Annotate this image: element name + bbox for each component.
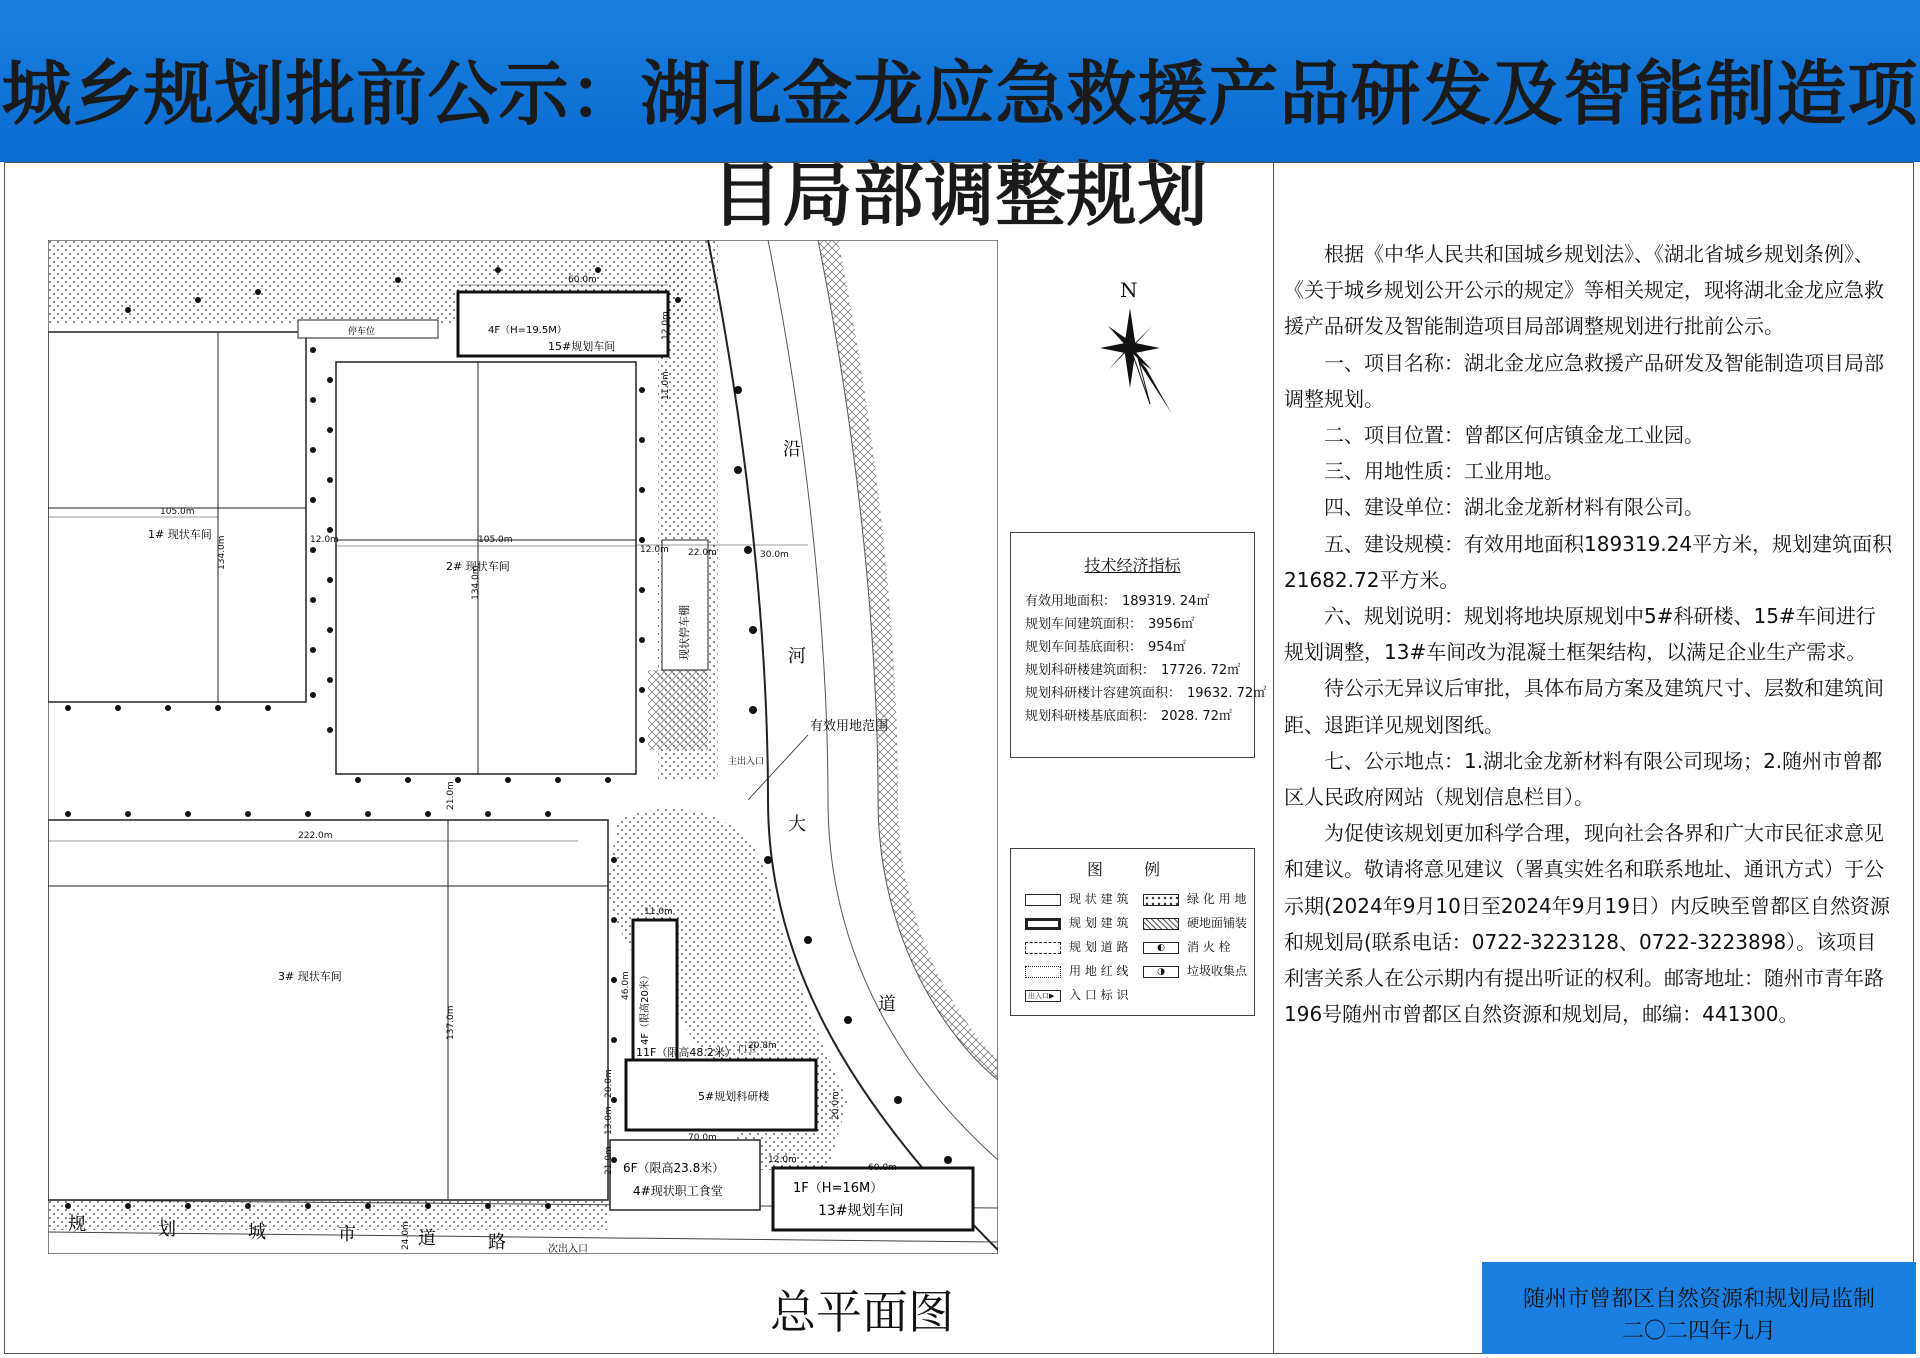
notice-paragraph: 待公示无异议后审批，具体布局方案及建筑尺寸、层数和建筑间距、退距详见规划图纸。 [1284,676,1884,737]
svg-text:24.0m: 24.0m [401,1221,411,1250]
svg-text:12.0m: 12.0m [661,311,671,340]
svg-text:60.0m: 60.0m [868,1163,897,1173]
road-label-he: 河 [788,646,806,667]
svg-text:137.0m: 137.0m [446,1005,456,1040]
notice-paragraph: 六、规划说明：规划将地块原规划中5#科研楼、15#车间进行规划调整，13#车间改为混凝土框架结构，以满足企业生产需求。 [1284,604,1876,665]
page-title: 城乡规划批前公示：湖北金龙应急救援产品研发及智能制造项目局部调整规划 [1,53,1919,236]
notice-paragraph: 三、用地性质：工业用地。 [1324,459,1564,484]
legend-item: 现 状 建 筑 [1025,889,1128,909]
parking-small-label: 停车位 [348,327,376,337]
svg-text:105.0m: 105.0m [478,535,513,545]
parking-shed-label: 现状停车棚 [678,605,691,660]
parking-hatch [648,670,708,750]
legend-item: ◐ 消 火 栓 [1143,937,1231,957]
main-gate-label: 主出入口 [728,757,765,767]
map-legend [1010,848,1255,1016]
svg-text:道: 道 [418,1228,436,1249]
building-3 [48,820,608,1200]
legend-item: 硬地面铺装 [1143,913,1247,933]
building-5-wing-label: 4F（限高20米） [640,970,651,1045]
svg-text:12.0m: 12.0m [768,1155,797,1165]
legend-item: 出入口▶ 入 口 标 识 [1025,985,1128,1005]
svg-text:134.0m: 134.0m [217,535,227,570]
compass-north-label: N [1120,278,1138,302]
building-5-label: 5#规划科研楼 [698,1090,770,1103]
svg-text:市: 市 [338,1224,356,1245]
svg-text:路: 路 [488,1232,506,1253]
building-3-label: 3# 现状车间 [278,970,342,983]
indicator-row: 有效用地面积： 189319. 24㎡ [1025,594,1210,609]
footer-box [1482,1262,1916,1354]
svg-text:105.0m: 105.0m [160,507,195,517]
legend-item: 用 地 红 线 [1025,961,1128,981]
fire-hydrant-icon: ◐ [1143,942,1179,954]
sub-gate-label: 次出入口 [548,1244,588,1254]
svg-text:21.0m: 21.0m [604,1146,614,1175]
door-label: 门卫 [738,1045,757,1055]
notice-paragraph: 七、公示地点：1.湖北金龙新材料有限公司现场；2.随州市曾都区人民政府网站（规划信息栏目）。 [1284,748,1883,810]
notice-text [1284,236,1894,1032]
legend-item: 绿 化 用 地 [1143,889,1246,909]
building-4-height: 6F（限高23.8米） [623,1161,725,1175]
svg-text:30.0m: 30.0m [760,550,789,560]
compass-rose-icon [1090,278,1190,428]
plan-caption: 总平面图 [770,1285,954,1339]
svg-text:13.0m: 13.0m [604,1106,614,1135]
indicator-row: 规划车间基底面积： 954㎡ [1025,640,1186,655]
building-1-label: 1# 现状车间 [148,528,212,541]
svg-text:规: 规 [68,1214,86,1235]
svg-text:20.0m: 20.0m [604,1069,614,1098]
boundary-label: 有效用地范围 [810,719,889,734]
building-2-label: 2# 现状车间 [446,560,510,573]
land-redline-icon [1025,966,1061,978]
legend-title: 图 例 [1086,860,1179,879]
garbage-point-icon: ◑ [1143,966,1179,978]
svg-text:21.0m: 21.0m [446,781,456,810]
notice-paragraph: 根据《中华人民共和国城乡规划法》、《湖北省城乡规划条例》、《关于城乡规划公开公示的规定》等相关规定，现将湖北金龙应急救援产品研发及智能制造项目局部调整规划进行批前公示。 [1284,242,1884,339]
indicator-row: 规划车间建筑面积： 3956㎡ [1025,617,1195,632]
legend-item: 规 划 道 路 [1025,937,1128,957]
building-4-label: 4#现状职工食堂 [633,1184,723,1198]
green-land-icon [1143,894,1179,906]
notice-paragraph: 为促使该规划更加科学合理，现向社会各界和广大市民征求意见和建议。敬请将意见建议（署真实姓名和联系地址、通讯方式）于公示期(2024年9月10日至2024年9月19日）内反映至曾都区自然资源和规划局(联系电话：0722-3223128、0722-3223898）。该项目利害关系人在公示期内有提出听证的权利。邮寄地址：随州市青年路196号随州市曾都区自然资源和规划局，邮编：441300。 [1284,821,1890,1027]
road-label-da: 大 [788,814,806,835]
building-4 [610,1140,760,1210]
notice-paragraph: 四、建设单位：湖北金龙新材料有限公司。 [1324,495,1704,520]
svg-text:20.0m: 20.0m [831,1091,841,1120]
svg-text:12.0m: 12.0m [310,535,339,545]
legend-item: 规 划 建 筑 [1025,913,1128,933]
road-label-dao: 道 [878,994,896,1015]
legend-item: ◑ 垃圾收集点 [1143,961,1247,981]
indicator-row: 规划科研楼基底面积： 2028. 72㎡ [1025,709,1232,724]
svg-text:70.0m: 70.0m [688,1133,717,1143]
notice-paragraph: 五、建设规模：有效用地面积189319.24平方米，规划建筑面积21682.72平方米。 [1284,531,1893,592]
site-plan-drawing [48,240,998,1254]
building-15-label: 15#规划车间 [548,340,616,353]
svg-text:222.0m: 222.0m [298,831,333,841]
building-15-height: 4F（H=19.5M） [488,325,567,336]
planned-building-icon [1025,918,1061,930]
indicators-title: 技术经济指标 [1084,556,1181,575]
notice-paragraph: 二、项目位置：曾都区何店镇金龙工业园。 [1324,423,1704,448]
svg-text:11.0m: 11.0m [644,907,673,917]
indicator-row: 规划科研楼计容建筑面积： 19632. 72㎡ [1025,686,1267,701]
building-13-height: 1F（H=16M） [793,1181,884,1196]
svg-text:22.0m: 22.0m [688,548,717,558]
footer-organization: 随州市曾都区自然资源和规划局监制 [1522,1287,1875,1312]
notice-paragraph: 一、项目名称：湖北金龙应急救援产品研发及智能制造项目局部调整规划。 [1284,350,1884,411]
svg-text:134.0m: 134.0m [471,565,481,600]
svg-text:11.0m: 11.0m [661,371,671,400]
svg-text:60.0m: 60.0m [568,275,597,285]
technical-indicators-table [1010,532,1267,758]
indicator-row: 规划科研楼建筑面积： 17726. 72㎡ [1025,663,1241,678]
svg-text:12.0m: 12.0m [640,545,669,555]
building-13 [773,1168,973,1230]
road-label-yan: 沿 [783,439,801,460]
svg-text:20.8m: 20.8m [748,1041,777,1051]
building-13-label: 13#规划车间 [818,1203,904,1219]
entrance-marker-icon: 出入口▶ [1025,990,1061,1002]
svg-text:城: 城 [248,1222,266,1243]
existing-building-icon [1025,894,1061,906]
svg-text:46.0m: 46.0m [621,971,631,1000]
footer-date: 二〇二四年九月 [1621,1319,1776,1344]
header-banner [0,0,1920,236]
column-divider [1273,162,1274,1354]
planned-road-icon [1025,942,1061,954]
hard-paving-icon [1143,918,1179,930]
building-5-height: 11F（限高48.2米） [636,1046,736,1059]
svg-text:划: 划 [158,1219,176,1240]
